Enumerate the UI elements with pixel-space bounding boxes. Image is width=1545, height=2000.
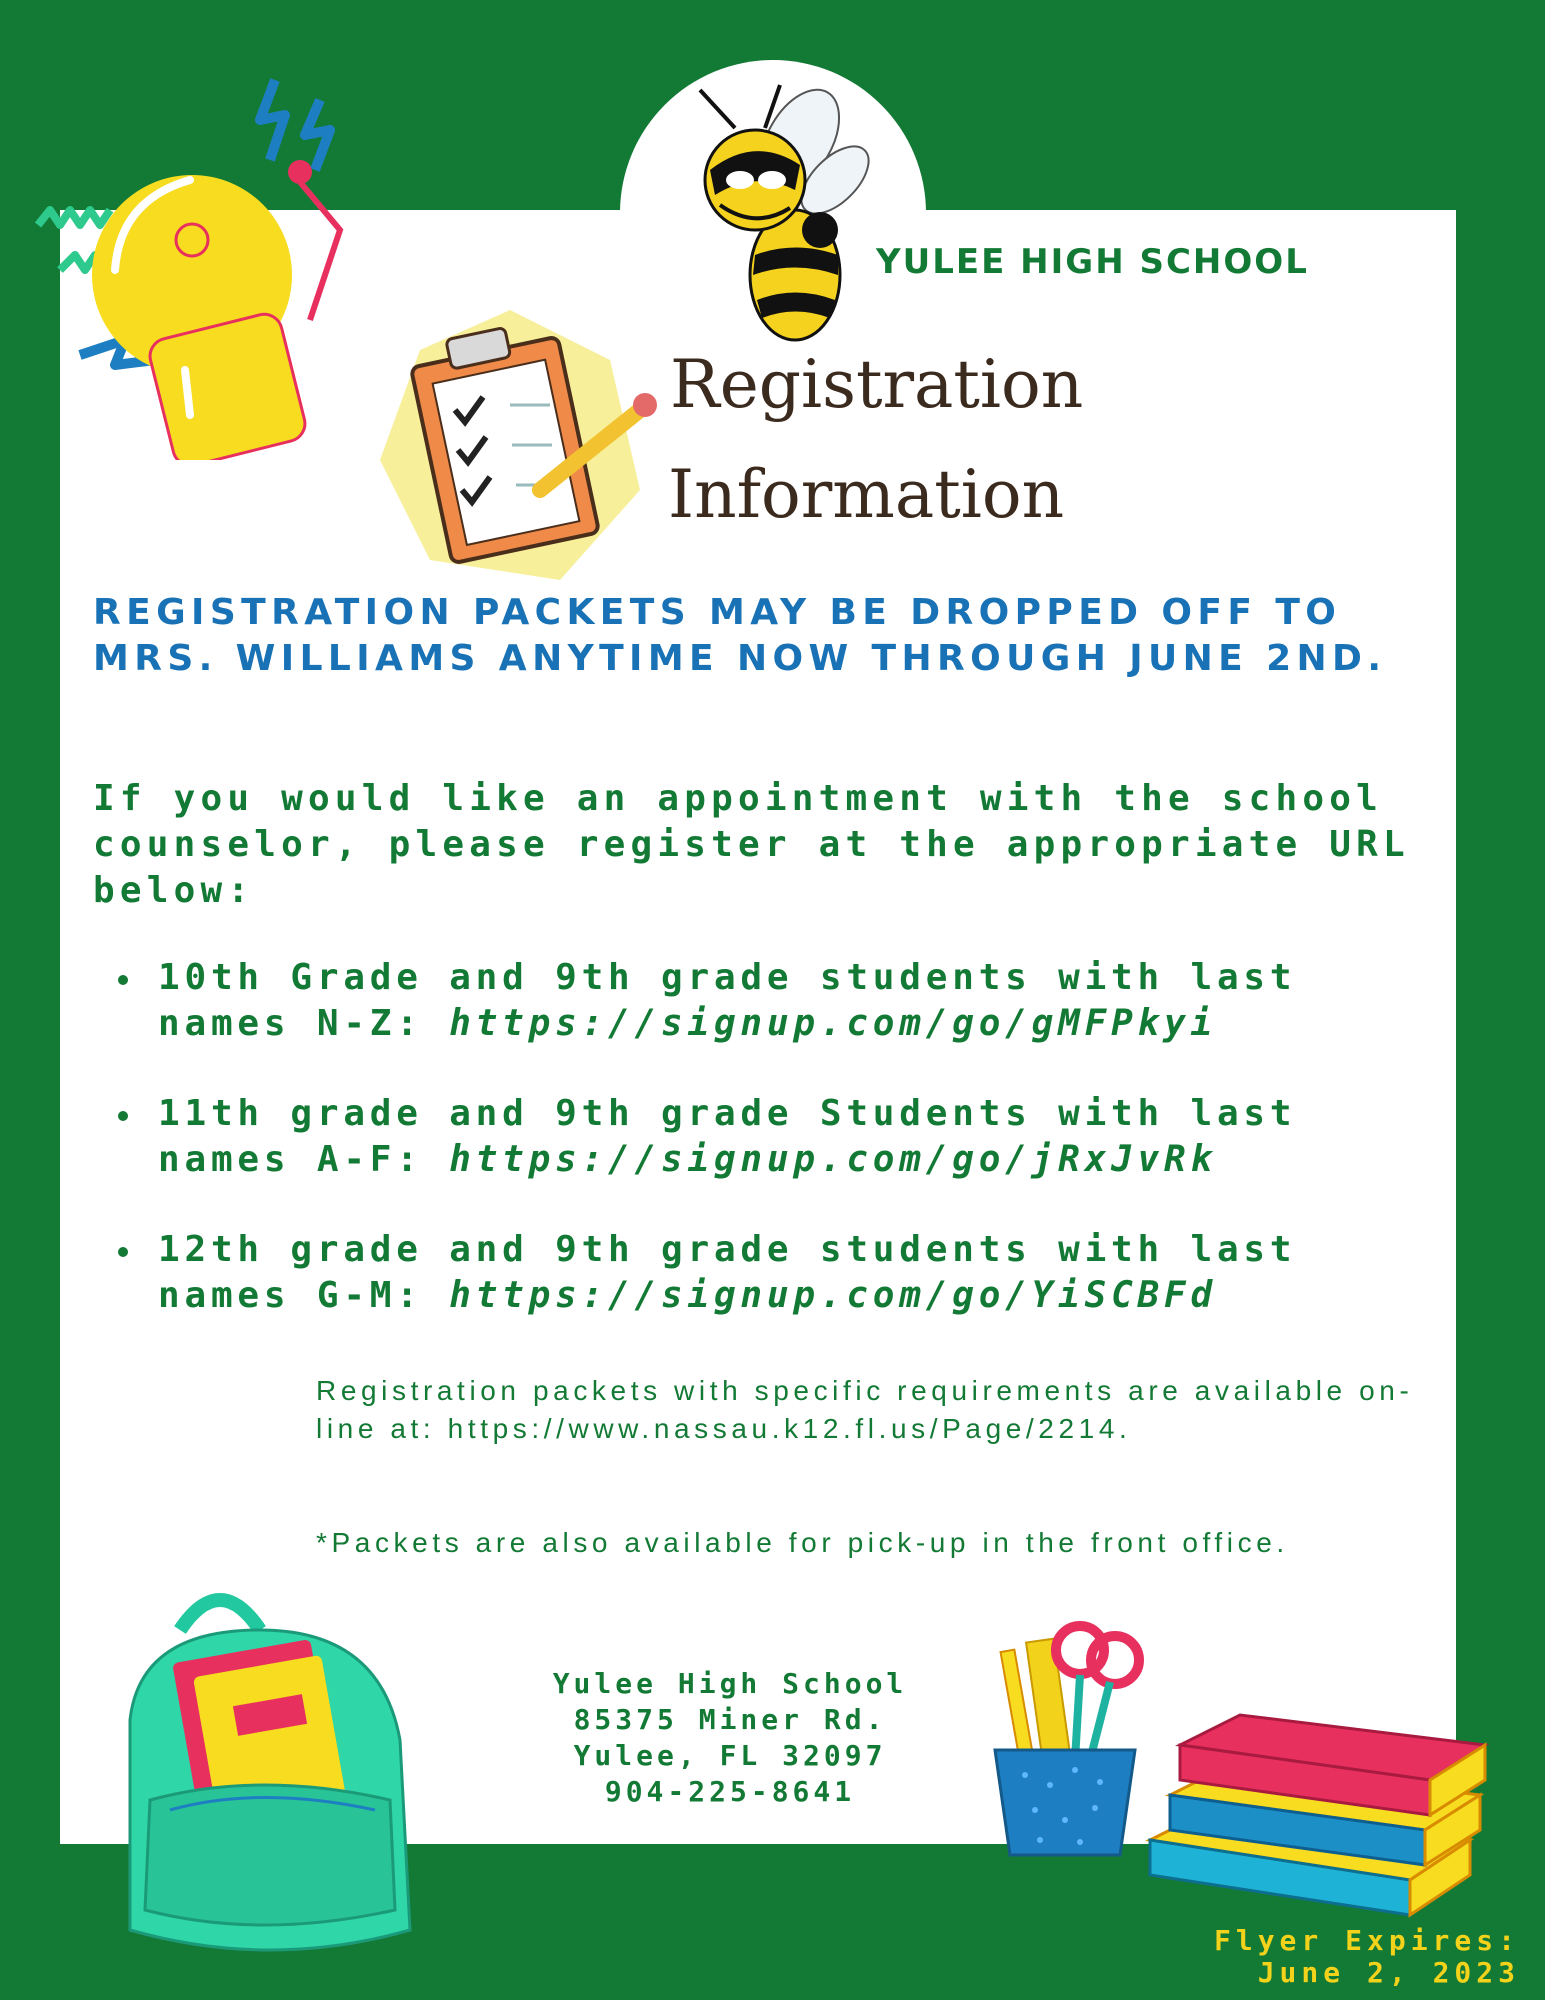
signup-link[interactable]: https://signup.com/go/YiSCBFd <box>449 1275 1217 1316</box>
address-line: Yulee, FL 32097 <box>573 1739 887 1772</box>
signup-link[interactable]: https://signup.com/go/jRxJvRk <box>449 1139 1217 1180</box>
hornet-mascot-icon <box>660 80 890 350</box>
link-description: 12th grade and 9th grade students with last names G-M: <box>158 1229 1297 1316</box>
list-item <box>110 955 1450 1047</box>
school-address <box>520 1666 940 1810</box>
flyer-expiration <box>1160 1925 1520 1989</box>
link-description: 11th grade and 9th grade Students with last names A-F: <box>158 1093 1297 1180</box>
address-line: 85375 Miner Rd. <box>573 1703 887 1736</box>
bell-icon <box>20 60 360 460</box>
title-registration: Registration <box>670 346 1084 423</box>
expires-label: Flyer Expires: <box>1213 1924 1520 1957</box>
title-information: Information <box>668 456 1065 533</box>
link-description: 10th Grade and 9th grade students with last names N-Z: <box>158 957 1297 1044</box>
list-item <box>110 1091 1450 1183</box>
list-item <box>110 1227 1450 1319</box>
signup-link[interactable]: https://signup.com/go/gMFPkyi <box>449 1003 1217 1044</box>
headline: REGISTRATION PACKETS MAY BE DROPPED OFF TO MRS. WILLIAMS ANYTIME NOW THROUGH JUNE 2ND. <box>93 592 1387 679</box>
pickup-note: *Packets are also available for pick-up in the front office. <box>316 1527 1289 1558</box>
expires-date: June 2, 2023 <box>1257 1956 1520 1989</box>
pencil-cup-icon <box>980 1620 1150 1860</box>
address-line: Yulee High School <box>552 1667 908 1700</box>
intro-text: If you would like an appointment with the school counselor, please register at the appropriate URL below: <box>93 778 1410 911</box>
packet-requirements-note: Registration packets with specific requirements are available on-line at: https://www.nassau.k12.fl.us/Page/2214. <box>316 1375 1414 1444</box>
book-stack-icon <box>1140 1700 1510 1930</box>
backpack-icon <box>110 1570 430 1970</box>
signup-links-list <box>110 955 1450 1363</box>
clipboard-icon <box>360 290 660 590</box>
phone-number: 904-225-8641 <box>604 1775 856 1808</box>
school-name: YULEE HIGH SCHOOL <box>876 242 1309 282</box>
